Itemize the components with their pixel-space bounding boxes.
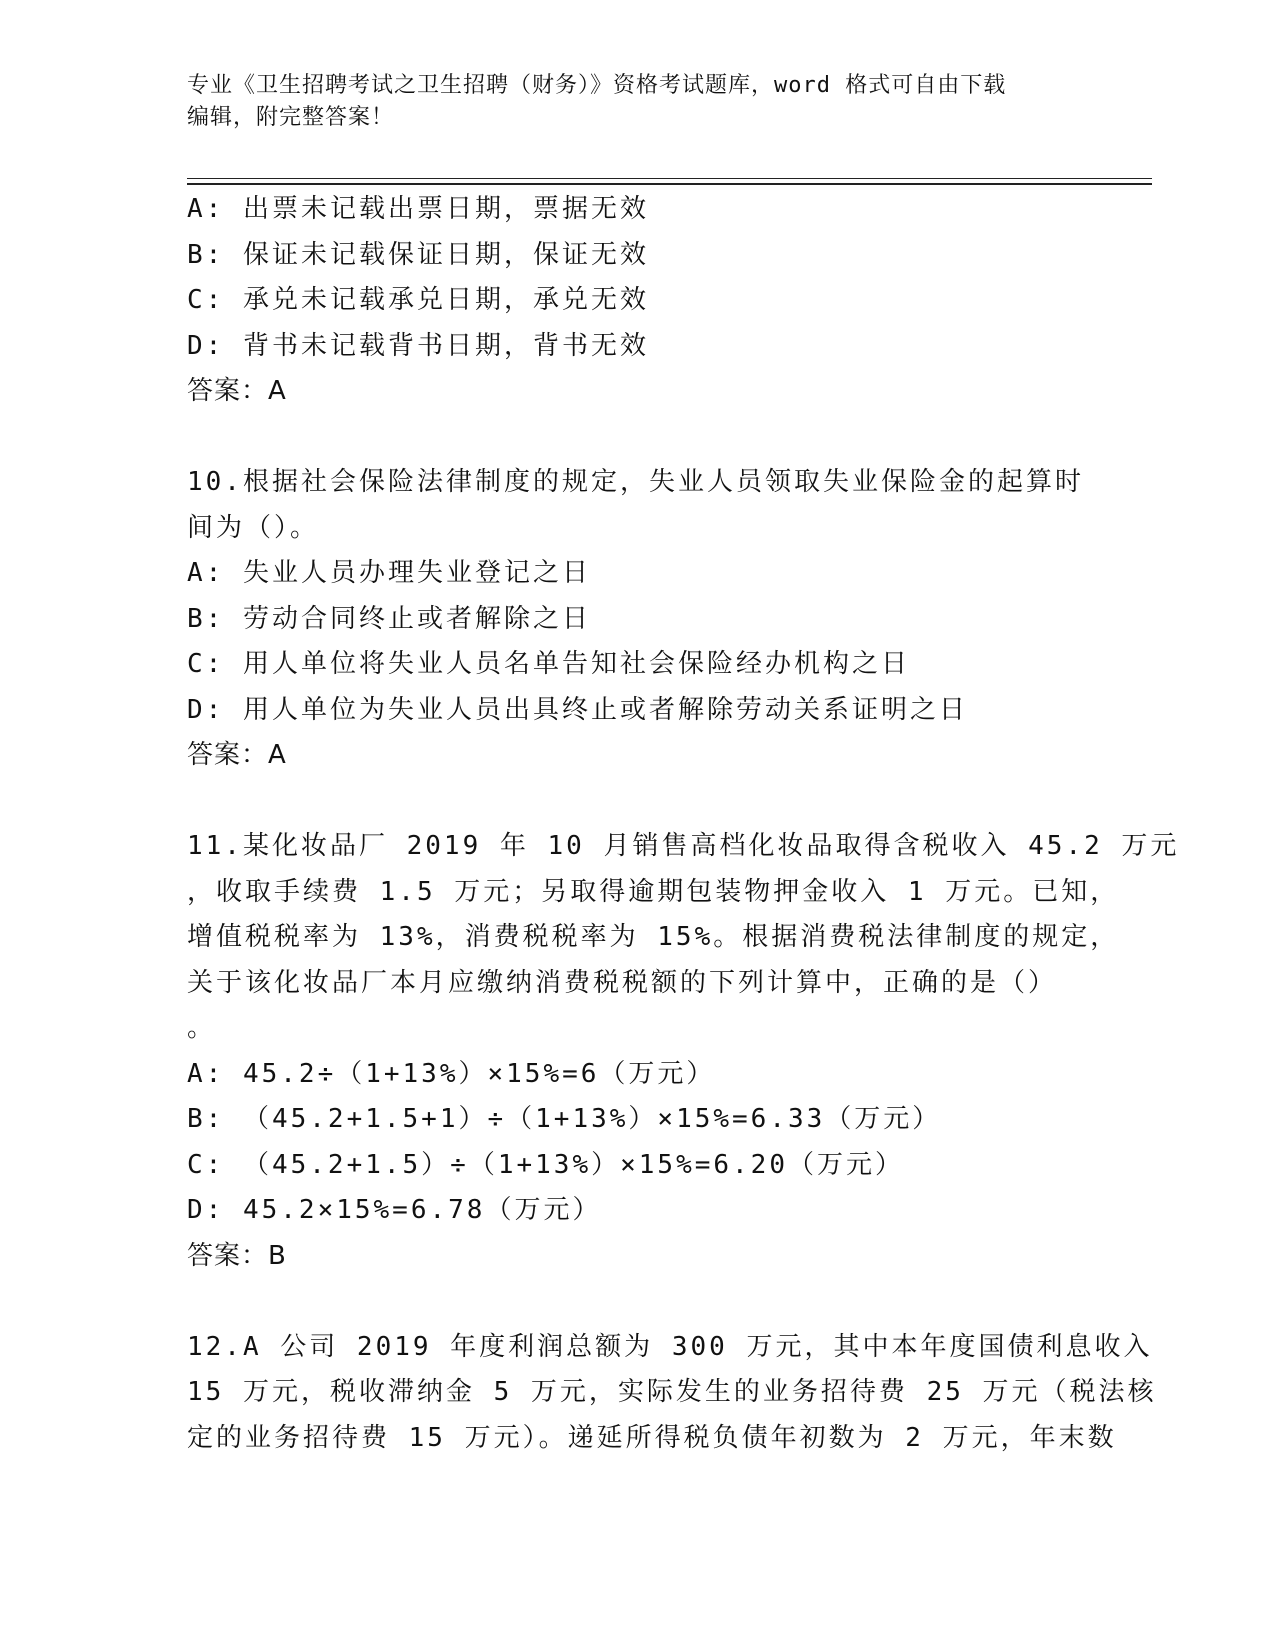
question-stem: 10.根据社会保险法律制度的规定，失业人员领取失业保险金的起算时 xyxy=(187,467,1084,497)
option-a: A: 出票未记载出票日期，票据无效 xyxy=(187,194,649,224)
header-line: 专业《卫生招聘考试之卫生招聘（财务）》资格考试题库，word 格式可自由下载 xyxy=(187,73,1007,98)
question-10-block xyxy=(187,460,1087,779)
header-divider xyxy=(187,178,1152,179)
question-11-block xyxy=(187,824,1180,1279)
option-c: C: 用人单位将失业人员名单告知社会保险经办机构之日 xyxy=(187,649,910,679)
option-a: A: 失业人员办理失业登记之日 xyxy=(187,558,591,588)
answer-label: 答案：A xyxy=(187,376,287,406)
question-stem: 增值税税率为 13%，消费税税率为 15%。根据消费税法律制度的规定， xyxy=(187,922,1120,952)
spacer xyxy=(187,415,1087,461)
answer-label: 答案：B xyxy=(187,1240,287,1271)
option-d: D: 45.2×15%=6.78（万元） xyxy=(187,1195,602,1225)
question-stem: 关于该化妆品厂本月应缴纳消费税税额的下列计算中，正确的是（） xyxy=(187,967,1058,998)
question-stem: ，收取手续费 1.5 万元；另取得逾期包装物押金收入 1 万元。已知， xyxy=(187,876,1120,907)
option-b: B: （45.2+1.5+1）÷（1+13%）×15%=6.33（万元） xyxy=(187,1104,942,1134)
question-stem: 间为（）。 xyxy=(187,512,320,543)
option-d: D: 用人单位为失业人员出具终止或者解除劳动关系证明之日 xyxy=(187,694,968,725)
spacer xyxy=(187,779,1087,825)
option-b: B: 保证未记载保证日期，保证无效 xyxy=(187,239,649,270)
question-stem: 12.A 公司 2019 年度利润总额为 300 万元，其中本年度国债利息收入 xyxy=(187,1331,1153,1362)
answer-label: 答案：A xyxy=(187,740,287,770)
question-stem: 11.某化妆品厂 2019 年 10 月销售高档化妆品取得含税收入 45.2 万元 xyxy=(187,831,1180,861)
header-divider xyxy=(187,183,1152,185)
option-b: B: 劳动合同终止或者解除之日 xyxy=(187,603,591,634)
option-d: D: 背书未记载背书日期，背书无效 xyxy=(187,330,649,361)
question-9-block xyxy=(187,187,1087,415)
spacer xyxy=(187,1279,1087,1325)
question-stem: 定的业务招待费 15 万元）。递延所得税负债年初数为 2 万元，年末数 xyxy=(187,1422,1117,1453)
question-stem: 15 万元，税收滞纳金 5 万元，实际发生的业务招待费 25 万元（税法核 xyxy=(187,1377,1157,1407)
option-a: A: 45.2÷（1+13%）×15%=6（万元） xyxy=(187,1058,716,1089)
question-stem: 。 xyxy=(187,1013,217,1043)
option-c: C: （45.2+1.5）÷（1+13%）×15%=6.20（万元） xyxy=(187,1149,904,1180)
document-body xyxy=(187,187,1180,1461)
question-12-block xyxy=(187,1325,1157,1462)
option-c: C: 承兑未记载承兑日期，承兑无效 xyxy=(187,285,649,315)
header-line: 编辑，附完整答案！ xyxy=(187,105,395,130)
document-header xyxy=(187,70,1087,134)
